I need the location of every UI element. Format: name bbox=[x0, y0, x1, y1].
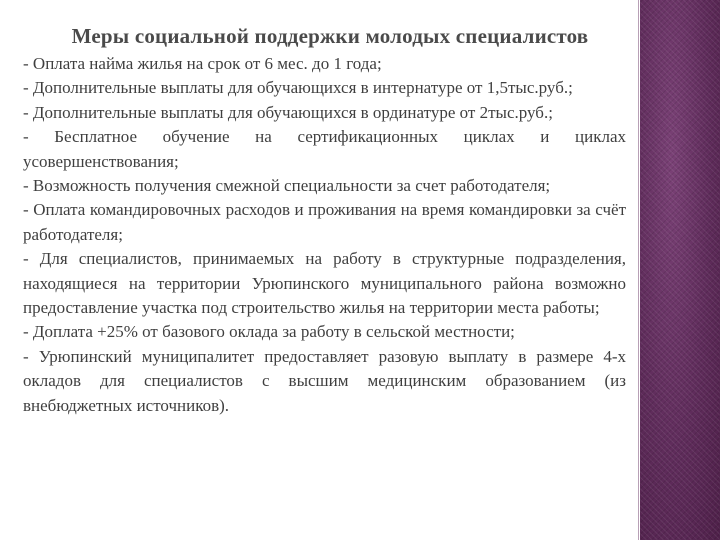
list-item: - Дополнительные выплаты для обучающихся в интернатуре от 1,5тыс.руб.; bbox=[23, 78, 573, 98]
measures-list bbox=[23, 52, 626, 418]
list-item: - Оплата командировочных расходов и проживания на время командировки за счёт работодателя; bbox=[23, 200, 626, 244]
list-item: - Урюпинский муниципалитет предоставляет разовую выплату в размере 4-х окладов для специалистов с высшим медицинским образованием (из внебюджетных источников). bbox=[23, 346, 626, 415]
list-item: - Дополнительные выплаты для обучающихся в ординатуре от 2тыс.руб.; bbox=[23, 102, 553, 122]
list-item: - Доплата +25% от базового оклада за работу в сельской местности; bbox=[23, 322, 515, 342]
list-item: - Для специалистов, принимаемых на работу в структурные подразделения, находящиеся на территории Урюпинского муниципального района возможно предоставление участка под строительство жилья на территории места работы; bbox=[23, 249, 626, 318]
list-item: - Оплата найма жилья на срок от 6 мес. до 1 года; bbox=[23, 54, 382, 73]
decorative-side-band bbox=[640, 0, 720, 540]
list-item: - Возможность получения смежной специальности за счет работодателя; bbox=[23, 176, 551, 196]
list-item: - Бесплатное обучение на сертификационных циклах и циклах усовершенствования; bbox=[23, 127, 626, 171]
slide-title: Меры социальной поддержки молодых специалистов bbox=[71, 24, 589, 48]
band-divider bbox=[638, 0, 639, 540]
